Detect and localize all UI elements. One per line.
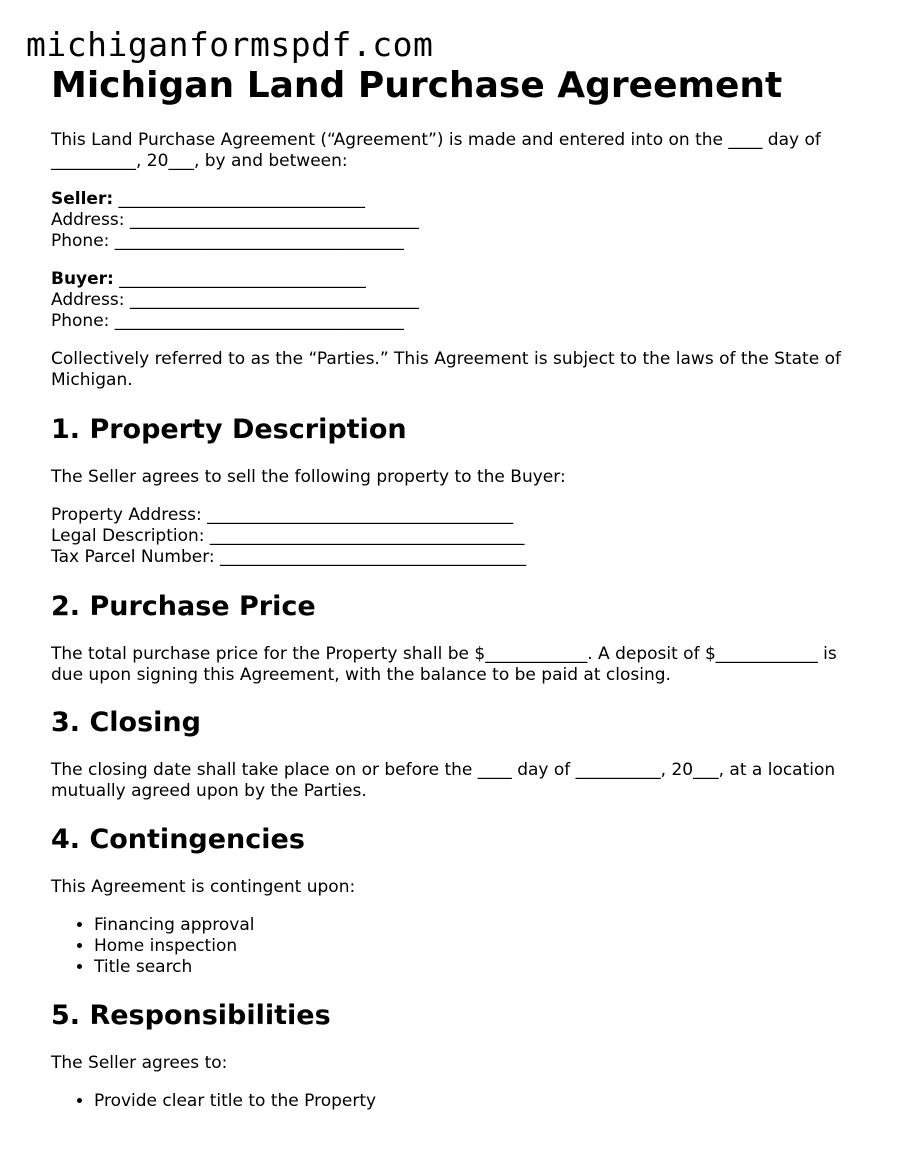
document-title: Michigan Land Purchase Agreement [51, 65, 783, 106]
list-item: • Provide clear title to the Property [94, 1091, 871, 1112]
buyer-name-blank: _____________________________ [113, 269, 366, 289]
property-intro: The Seller agrees to sell the following property to the Buyer: [51, 467, 566, 487]
legal-description-line: Legal Description: _____________________________________ [51, 526, 525, 546]
property-fields [51, 505, 871, 568]
contingencies-intro: This Agreement is contingent upon: [51, 877, 356, 897]
section-heading-price: 2. Purchase Price [51, 591, 316, 622]
seller-address-line: Address: __________________________________ [51, 210, 419, 230]
buyer-address-line: Address: __________________________________ [51, 290, 419, 310]
price-paragraph: The total purchase price for the Property shall be $____________. A deposit of $____________ is due upon signing this Agreement, with the balance to be paid at closing. [51, 644, 837, 685]
parties-paragraph: Collectively referred to as the “Parties.” This Agreement is subject to the laws of the State of Michigan. [51, 349, 841, 390]
seller-label: Seller: [51, 189, 114, 209]
document [51, 64, 871, 1112]
section-heading-closing: 3. Closing [51, 707, 201, 738]
list-item: • Title search [94, 957, 871, 978]
responsibilities-list [51, 1091, 871, 1112]
buyer-phone-line: Phone: __________________________________ [51, 311, 404, 331]
list-item: • Financing approval [94, 915, 871, 936]
section-heading-contingencies: 4. Contingencies [51, 824, 305, 855]
contingencies-list [51, 915, 871, 978]
intro-paragraph: This Land Purchase Agreement (“Agreement”) is made and entered into on the ____ day of __________, 20___, by and between: [51, 130, 821, 171]
buyer-label: Buyer: [51, 269, 114, 289]
seller-name-blank: _____________________________ [113, 189, 366, 209]
tax-parcel-line: Tax Parcel Number: ____________________________________ [51, 547, 527, 567]
section-heading-property: 1. Property Description [51, 414, 407, 445]
watermark: michiganformspdf.com [26, 25, 434, 64]
responsibilities-intro: The Seller agrees to: [51, 1053, 228, 1073]
seller-name-line [51, 189, 871, 210]
buyer-block [51, 269, 871, 332]
property-address-line: Property Address: ____________________________________ [51, 505, 514, 525]
seller-phone-line: Phone: __________________________________ [51, 231, 404, 251]
seller-block [51, 189, 871, 252]
closing-paragraph: The closing date shall take place on or before the ____ day of __________, 20___, at a location mutually agreed upon by the Parties. [51, 760, 836, 801]
section-heading-responsibilities: 5. Responsibilities [51, 1000, 331, 1031]
buyer-name-line [51, 269, 871, 290]
list-item: • Home inspection [94, 936, 871, 957]
